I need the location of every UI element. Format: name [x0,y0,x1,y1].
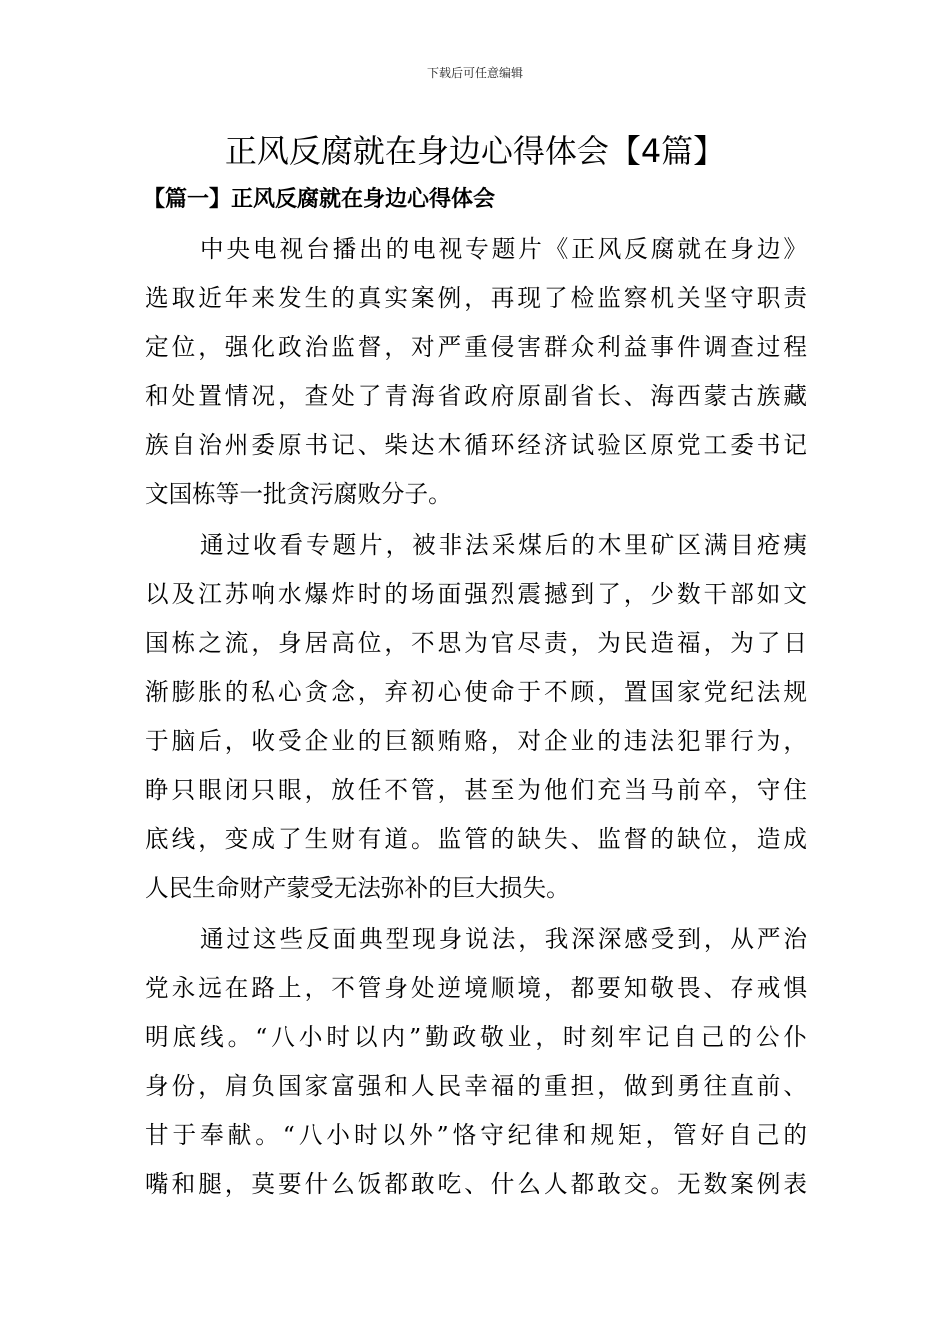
paragraph-line: 国栋之流，身居高位，不思为官尽责，为民造福，为了日 [145,629,807,657]
paragraph-line: 通过这些反面典型现身说法，我深深感受到，从严治 [200,925,807,953]
paragraph-line: 族自治州委原书记、柴达木循环经济试验区原党工委书记 [145,431,807,459]
paragraph-line: 以及江苏响水爆炸时的场面强烈震撼到了，少数干部如文 [145,580,807,608]
paragraph-line: 定位，强化政治监督，对严重侵害群众利益事件调查过程 [145,333,807,361]
document-title: 正风反腐就在身边心得体会【4篇】 [224,132,726,170]
paragraph-line: 于脑后，收受企业的巨额贿赂，对企业的违法犯罪行为， [145,727,807,755]
header-note: 下载后可任意编辑 [426,66,523,80]
paragraph-line: 睁只眼闭只眼，放任不管，甚至为他们充当马前卒，守住 [145,776,807,804]
paragraph-line: 文国栋等一批贪污腐败分子。 [145,480,452,508]
paragraph-line: 身份，肩负国家富强和人民幸福的重担，做到勇往直前、 [145,1072,807,1100]
paragraph [145,521,807,913]
paragraph-line: 中央电视台播出的电视专题片《正风反腐就在身边》 [200,235,807,263]
paragraph-line: 和处置情况，查处了青海省政府原副省长、海西蒙古族藏 [145,382,807,410]
paragraph-line: 甘于奉献。“八小时以外”恪守纪律和规矩，管好自己的 [145,1121,807,1149]
paragraph-line: 通过收看专题片，被非法采煤后的木里矿区满目疮痍 [200,531,807,559]
section-heading: 【篇一】正风反腐就在身边心得体会 [143,186,496,212]
paragraph-line: 党永远在路上，不管身处逆境顺境，都要知敬畏、存戒惧 [145,974,807,1002]
paragraph-line: 明底线。“八小时以内”勤政敬业，时刻牢记自己的公仆 [145,1023,807,1051]
paragraph [145,915,807,1209]
paragraph-line: 人民生命财产蒙受无法弥补的巨大损失。 [145,874,570,902]
paragraph-line: 嘴和腿，莫要什么饭都敢吃、什么人都敢交。无数案例表 [145,1170,807,1198]
paragraph-line: 选取近年来发生的真实案例，再现了检监察机关坚守职责 [145,284,807,312]
paragraph [145,225,807,519]
body-text [145,225,807,1211]
paragraph-line: 底线，变成了生财有道。监管的缺失、监督的缺位，造成 [145,825,807,853]
paragraph-line: 渐膨胀的私心贪念，弃初心使命于不顾，置国家党纪法规 [145,678,807,706]
